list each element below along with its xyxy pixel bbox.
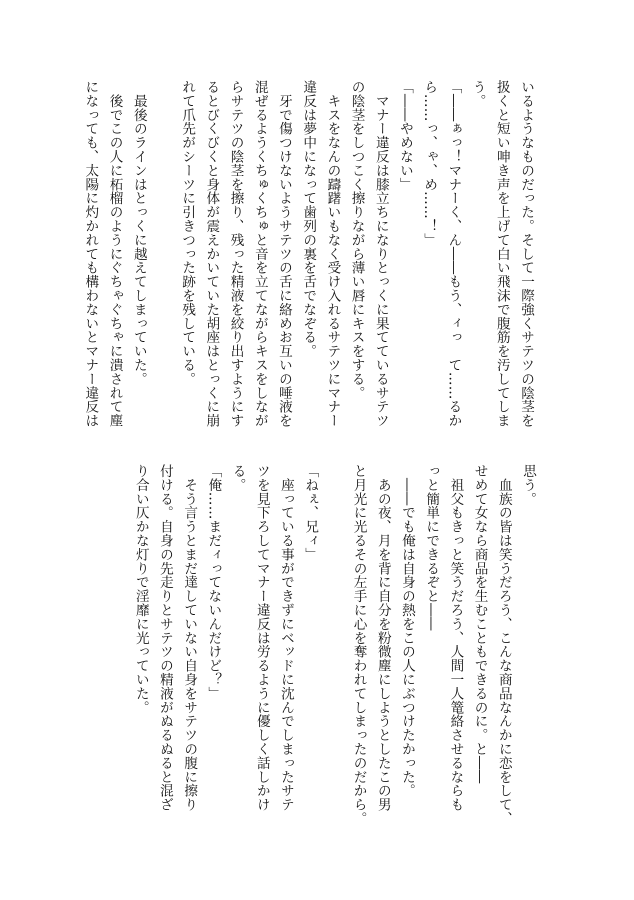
text-line: り合い仄かな灯りで淫靡に光っていた。	[132, 464, 149, 715]
text-line: 違反は夢中になって歯列の裏を舌でなぞる。	[300, 80, 317, 358]
text-line: いるようなものだった。そして一際強くサテツの陰茎を	[518, 80, 534, 428]
text-line: ら……っ、ゃ、め……！」	[421, 80, 438, 247]
text-line: 後でこの人に柘榴のようにぐちゃぐちゃに潰されて塵	[106, 80, 123, 428]
text-line: キスをなんの躊躇いもなく受け入れるサテツにマナー	[324, 80, 341, 428]
text-line: 思う。	[520, 464, 536, 506]
text-line: 混ぜるようくちゅくちゅと音を立てながらキスをしなが	[251, 80, 268, 428]
text-line: 「――ぁっ！マナーく、ん――もう、ィっ て……るか	[445, 80, 462, 428]
text-block-upper	[82, 80, 538, 472]
text-line: 座っている事ができずにベッドに沈んでしまったサテ	[277, 464, 294, 812]
text-line: らサテツの陰茎を擦り、残った精液を絞り出すようにす	[227, 80, 244, 428]
text-line: ――でも俺は自身の熱をこの人にぶつけたかった。	[398, 464, 415, 798]
text-line: あの夜、月を背に自分を粉微塵にしようとしたこの男	[374, 464, 391, 812]
text-line: の陰茎をしつこく擦りながら薄い唇にキスをする。	[348, 80, 365, 400]
text-line: るとびくびくと身体が震えかいていた胡座はとっくに崩	[203, 80, 220, 428]
text-line: 祖父もきっと笑うだろう、人間一人篭絡させるならも	[447, 464, 464, 812]
text-line: る。	[229, 464, 246, 492]
text-line: マナー違反は膝立ちになりとっくに果てているサテツ	[372, 80, 389, 428]
text-line: 扱くと短い呻き声を上げて白い飛沫で腹筋を汚してしま	[493, 80, 510, 428]
text-line: れて爪先がシーツに引きつった跡を残している。	[179, 80, 196, 386]
text-block-lower	[132, 464, 540, 834]
text-line: 血族の皆は笑うだろう、こんな商品なんかに恋をして、	[495, 464, 512, 826]
text-line: 牙で傷つけないようサテツの舌に絡めお互いの唾液を	[275, 80, 292, 428]
text-line: 「俺……まだィってないんだけど？」	[205, 464, 222, 701]
text-line: 最後のラインはとっくに越えてしまっていた。	[130, 80, 147, 386]
text-line: 付ける。自身の先走りとサテツの精液がぬるぬると混ざ	[156, 464, 173, 812]
blank-line	[322, 464, 346, 834]
text-line: っと簡単にできるぞと――	[423, 464, 440, 631]
blank-line	[151, 80, 175, 472]
text-line: せめて女なら商品を生むこともできるのに。と――	[471, 464, 488, 784]
text-line: と月光に光るその左手に心を奪われてしまったのだから。	[350, 464, 367, 826]
text-line: 「――やめない」	[396, 80, 413, 192]
text-line: そう言うとまだ達していない自身をサテツの腹に擦り	[181, 464, 198, 812]
text-line: う。	[469, 80, 486, 108]
text-line: 「ねぇ、兄ィ」	[302, 464, 319, 562]
text-line: になっても、太陽に灼かれても構わないとマナー違反は	[82, 80, 99, 428]
text-line: ツを見下ろしてマナー違反は労るように優しく話しかけ	[253, 464, 270, 812]
